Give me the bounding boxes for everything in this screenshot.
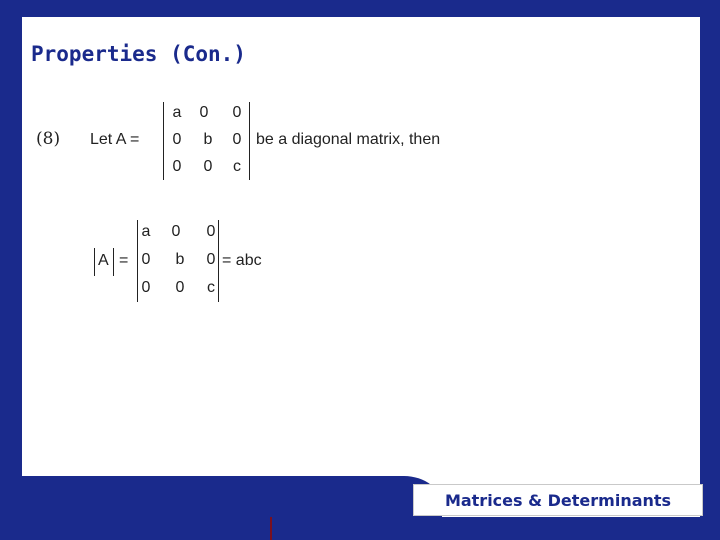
matrix-cell: c	[233, 158, 241, 175]
slide-title: Properties (Con.)	[31, 42, 246, 66]
det-cell: c	[207, 279, 215, 296]
matrix-cell: a	[172, 104, 182, 121]
matrix-cell: 0	[172, 158, 182, 175]
det-cell: 0	[206, 251, 216, 268]
equals-sign: =	[119, 252, 129, 269]
det-cell: b	[175, 251, 185, 268]
matrix-cell: 0	[232, 131, 242, 148]
abs-bar-left	[94, 248, 95, 276]
matrix-cell: 0	[172, 131, 182, 148]
bottom-wave-band	[22, 476, 442, 517]
decorative-tick	[270, 517, 272, 540]
definition-prefix: Let A =	[90, 131, 140, 148]
matrix-cell: 0	[232, 104, 242, 121]
det-cell: a	[141, 223, 151, 240]
definition-suffix: be a diagonal matrix, then	[256, 131, 441, 148]
abs-bar-right	[113, 248, 114, 276]
det-cell: 0	[141, 251, 151, 268]
matrix-cell: 0	[203, 158, 213, 175]
det-cell: 0	[141, 279, 151, 296]
matrix-cell: b	[203, 131, 213, 148]
det-cell: 0	[206, 223, 216, 240]
det-cell: 0	[175, 279, 185, 296]
det-cell: 0	[171, 223, 181, 240]
det-lhs: A	[98, 252, 109, 269]
item-number: (8)	[36, 129, 61, 149]
det-result: = abc	[222, 252, 262, 269]
footer-label: Matrices & Determinants	[444, 490, 672, 510]
matrix-cell: 0	[199, 104, 209, 121]
footer-label-box	[413, 484, 703, 516]
